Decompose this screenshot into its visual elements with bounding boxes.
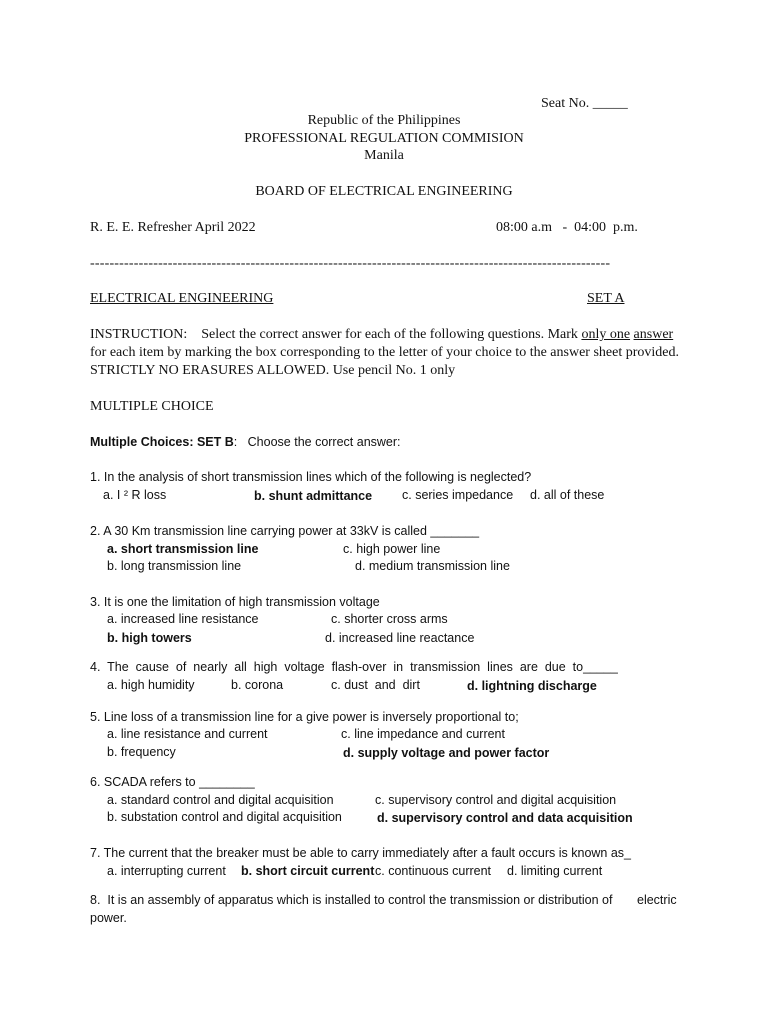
q3-option-d: d. increased line reactance xyxy=(325,631,475,645)
choices-header xyxy=(90,434,401,450)
question-2: 2. A 30 Km transmission line carrying power at 33kV is called _______ xyxy=(90,524,480,538)
q7-option-d: d. limiting current xyxy=(507,864,603,878)
q4-option-a: a. high humidity xyxy=(107,678,195,692)
instruction-text-2: for each item by marking the box corresponding to the letter of your choice to the answer sheet provided. STRICTLY NO ERASURES ALLOWED. Use pencil No. 1 only xyxy=(90,345,679,378)
question-1: 1. In the analysis of short transmission lines which of the following is neglected? xyxy=(90,470,532,484)
q6-option-a: a. standard control and digital acquisition xyxy=(107,793,334,807)
seat-number: Seat No. _____ xyxy=(541,96,628,111)
q7-option-b-answer: b. short circuit current xyxy=(241,864,375,878)
question-8-continued: power. xyxy=(90,911,127,925)
q1-option-d: d. all of these xyxy=(530,488,605,502)
q2-option-c: c. high power line xyxy=(343,542,441,556)
q2-option-a-answer: a. short transmission line xyxy=(107,542,259,556)
exam-title: R. E. E. Refresher April 2022 xyxy=(90,220,256,235)
q2-option-d: d. medium transmission line xyxy=(355,559,510,573)
question-8: 8. It is an assembly of apparatus which is installed to control the transmission or distribution of xyxy=(90,893,613,907)
q3-option-a: a. increased line resistance xyxy=(107,612,259,626)
q1-option-b-answer: b. shunt admittance xyxy=(254,489,373,503)
instruction-emphasis-1: only one xyxy=(581,327,631,342)
question-7: 7. The current that the breaker must be able to carry immediately after a fault occurs is known as_ xyxy=(90,846,631,860)
instruction-label: INSTRUCTION: xyxy=(90,327,188,342)
q1-option-c: c. series impedance xyxy=(402,488,514,502)
q6-option-d-answer: d. supervisory control and data acquisition xyxy=(377,811,633,825)
question-4: 4. The cause of nearly all high voltage flash-over in transmission lines are due to_____ xyxy=(90,660,618,674)
instruction-text-1: Select the correct answer for each of the following questions. Mark xyxy=(201,327,582,342)
q7-option-a: a. interrupting current xyxy=(107,864,226,878)
q4-option-b: b. corona xyxy=(231,678,284,692)
choices-header-set: Multiple Choices: SET B xyxy=(90,435,234,449)
q4-option-c: c. dust and dirt xyxy=(331,678,420,692)
instruction-paragraph xyxy=(90,326,680,380)
city-heading: Manila xyxy=(364,148,404,163)
q5-option-a: a. line resistance and current xyxy=(107,727,268,741)
q5-option-b: b. frequency xyxy=(107,745,176,759)
q6-option-b: b. substation control and digital acquisition xyxy=(107,810,342,824)
q5-option-c: c. line impedance and current xyxy=(341,727,505,741)
question-5: 5. Line loss of a transmission line for a give power is inversely proportional to; xyxy=(90,710,519,724)
q4-option-d-answer: d. lightning discharge xyxy=(467,679,597,693)
subject-title: ELECTRICAL ENGINEERING xyxy=(90,291,274,306)
question-8-word-end: electric xyxy=(637,893,677,907)
question-6: 6. SCADA refers to ________ xyxy=(90,775,255,789)
q2-option-b: b. long transmission line xyxy=(107,559,242,573)
divider-line: ----------------------------------------------------------------------------------------------------------- xyxy=(90,256,611,271)
choices-header-instruction: : Choose the correct answer: xyxy=(233,435,401,449)
q5-option-d-answer: d. supply voltage and power factor xyxy=(343,746,550,760)
board-heading: BOARD OF ELECTRICAL ENGINEERING xyxy=(255,184,513,199)
exam-time: 08:00 a.m - 04:00 p.m. xyxy=(496,220,638,235)
set-label: SET A xyxy=(587,291,625,306)
q3-option-c: c. shorter cross arms xyxy=(331,612,448,626)
question-3: 3. It is one the limitation of high transmission voltage xyxy=(90,595,380,609)
q1-option-a: a. I ² R loss xyxy=(103,488,167,502)
instruction-emphasis-2: answer xyxy=(633,327,674,342)
commission-heading: PROFESSIONAL REGULATION COMMISION xyxy=(244,131,524,146)
republic-heading: Republic of the Philippines xyxy=(307,113,461,128)
q7-option-c: c. continuous current xyxy=(375,864,492,878)
q6-option-c: c. supervisory control and digital acquisition xyxy=(375,793,617,807)
q3-option-b-answer: b. high towers xyxy=(107,631,192,645)
section-title: MULTIPLE CHOICE xyxy=(90,399,214,414)
